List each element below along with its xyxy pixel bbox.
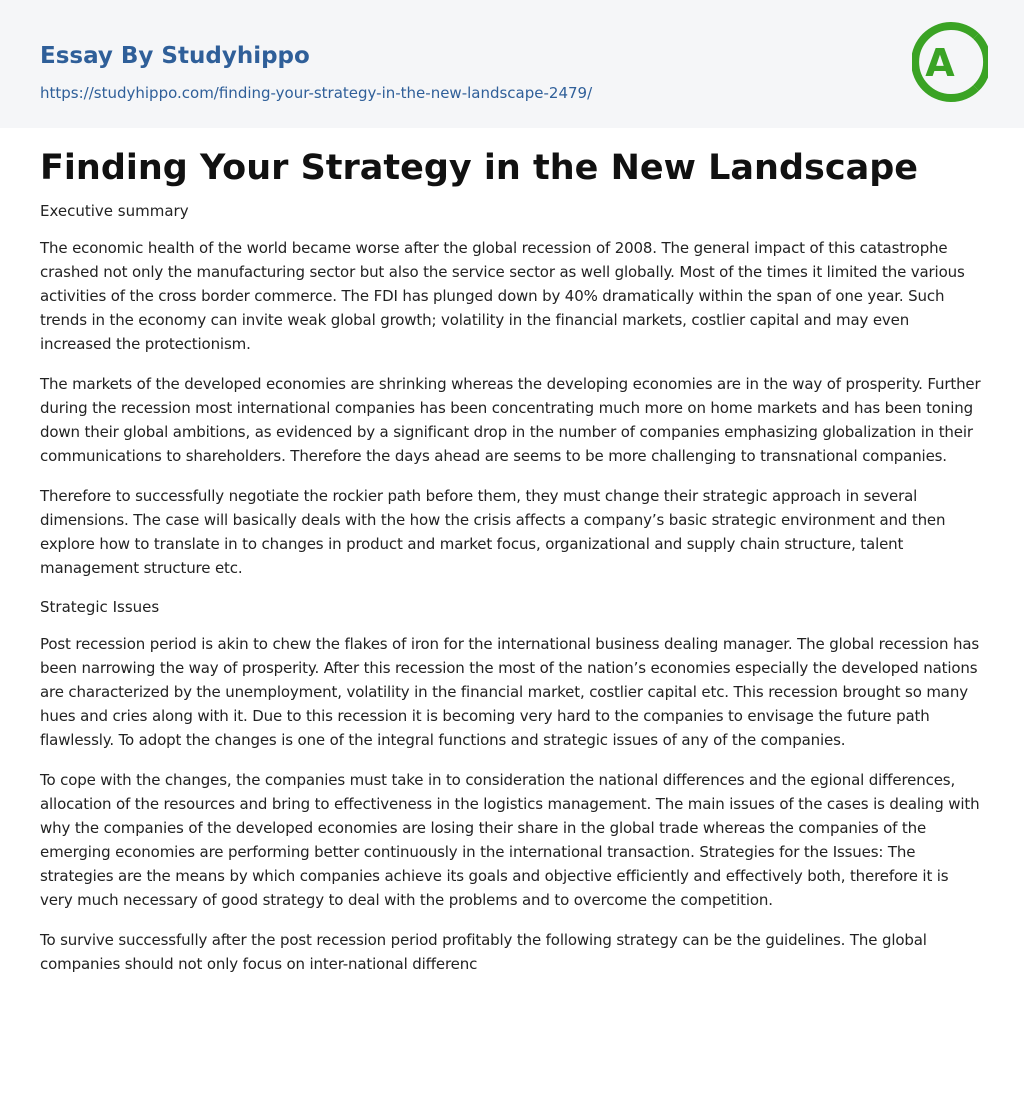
essay-content — [0, 128, 1024, 976]
studyhippo-logo-icon[interactable] — [912, 18, 988, 106]
essay-paragraph: Post recession period is akin to chew the flakes of iron for the international business dealing manager. The global recession has been narrowing the way of prosperity. After this recession the most of the nation’s economies especially the developed nations are characterized by the unemployment, volatility in the financial market, costlier capital etc. This recession brought so many hues and cries along with it. Due to this recession it is becoming very hard to the companies to envisage the future path flawlessly. To adopt the changes is one of the integral functions and strategic issues of any of the companies. — [40, 635, 980, 749]
essay-paragraph: The economic health of the world became worse after the global recession of 2008. The general impact of this catastrophe crashed not only the manufacturing sector but also the service sector as well globally. Most of the times it limited the various activities of the cross border commerce. The FDI has plunged down by 40% dramatically within the span of one year. Such trends in the economy can invite weak global growth; volatility in the financial markets, costlier capital and may even increased the protectionism. — [40, 239, 965, 353]
section-heading-executive-summary: Executive summary — [40, 202, 189, 220]
essay-paragraph: To cope with the changes, the companies must take in to consideration the national differences and the egional differences, allocation of the resources and bring to effectiveness in the logistics management. The main issues of the cases is dealing with why the companies of the developed economies are losing their share in the global trade whereas the companies of the emerging economies are performing better continuously in the international transaction. Strategies for the Issues: The strategies are the means by which companies achieve its goals and objective efficiently and effectively both, therefore it is very much necessary of good strategy to deal with the problems and to overcome the competition. — [40, 771, 980, 909]
site-header — [0, 0, 1024, 128]
essay-paragraph: The markets of the developed economies are shrinking whereas the developing economies are in the way of prosperity. Further during the recession most international companies has been concentrating much more on home markets and has been toning down their global ambitions, as evidenced by a significant drop in the number of companies emphasizing globalization in their communications to shareholders. Therefore the days ahead are seems to be more challenging to transnational companies. — [40, 375, 981, 465]
section-heading-strategic-issues: Strategic Issues — [40, 598, 160, 616]
page-title: Finding Your Strategy in the New Landscape — [40, 148, 919, 188]
site-brand[interactable]: Essay By Studyhippo — [40, 43, 310, 69]
essay-paragraph: To survive successfully after the post recession period profitably the following strategy can be the guidelines. The global companies should not only focus on inter-national differenc — [40, 931, 927, 973]
logo-letter: A — [925, 41, 955, 85]
essay-paragraph: Therefore to successfully negotiate the rockier path before them, they must change their strategic approach in several dimensions. The case will basically deals with the how the crisis affects a company’s basic strategic environment and then explore how to translate in to changes in product and market focus, organizational and supply chain structure, talent management structure etc. — [40, 487, 946, 577]
essay-url-link[interactable]: https://studyhippo.com/finding-your-strategy-in-the-new-landscape-2479/ — [40, 84, 593, 102]
